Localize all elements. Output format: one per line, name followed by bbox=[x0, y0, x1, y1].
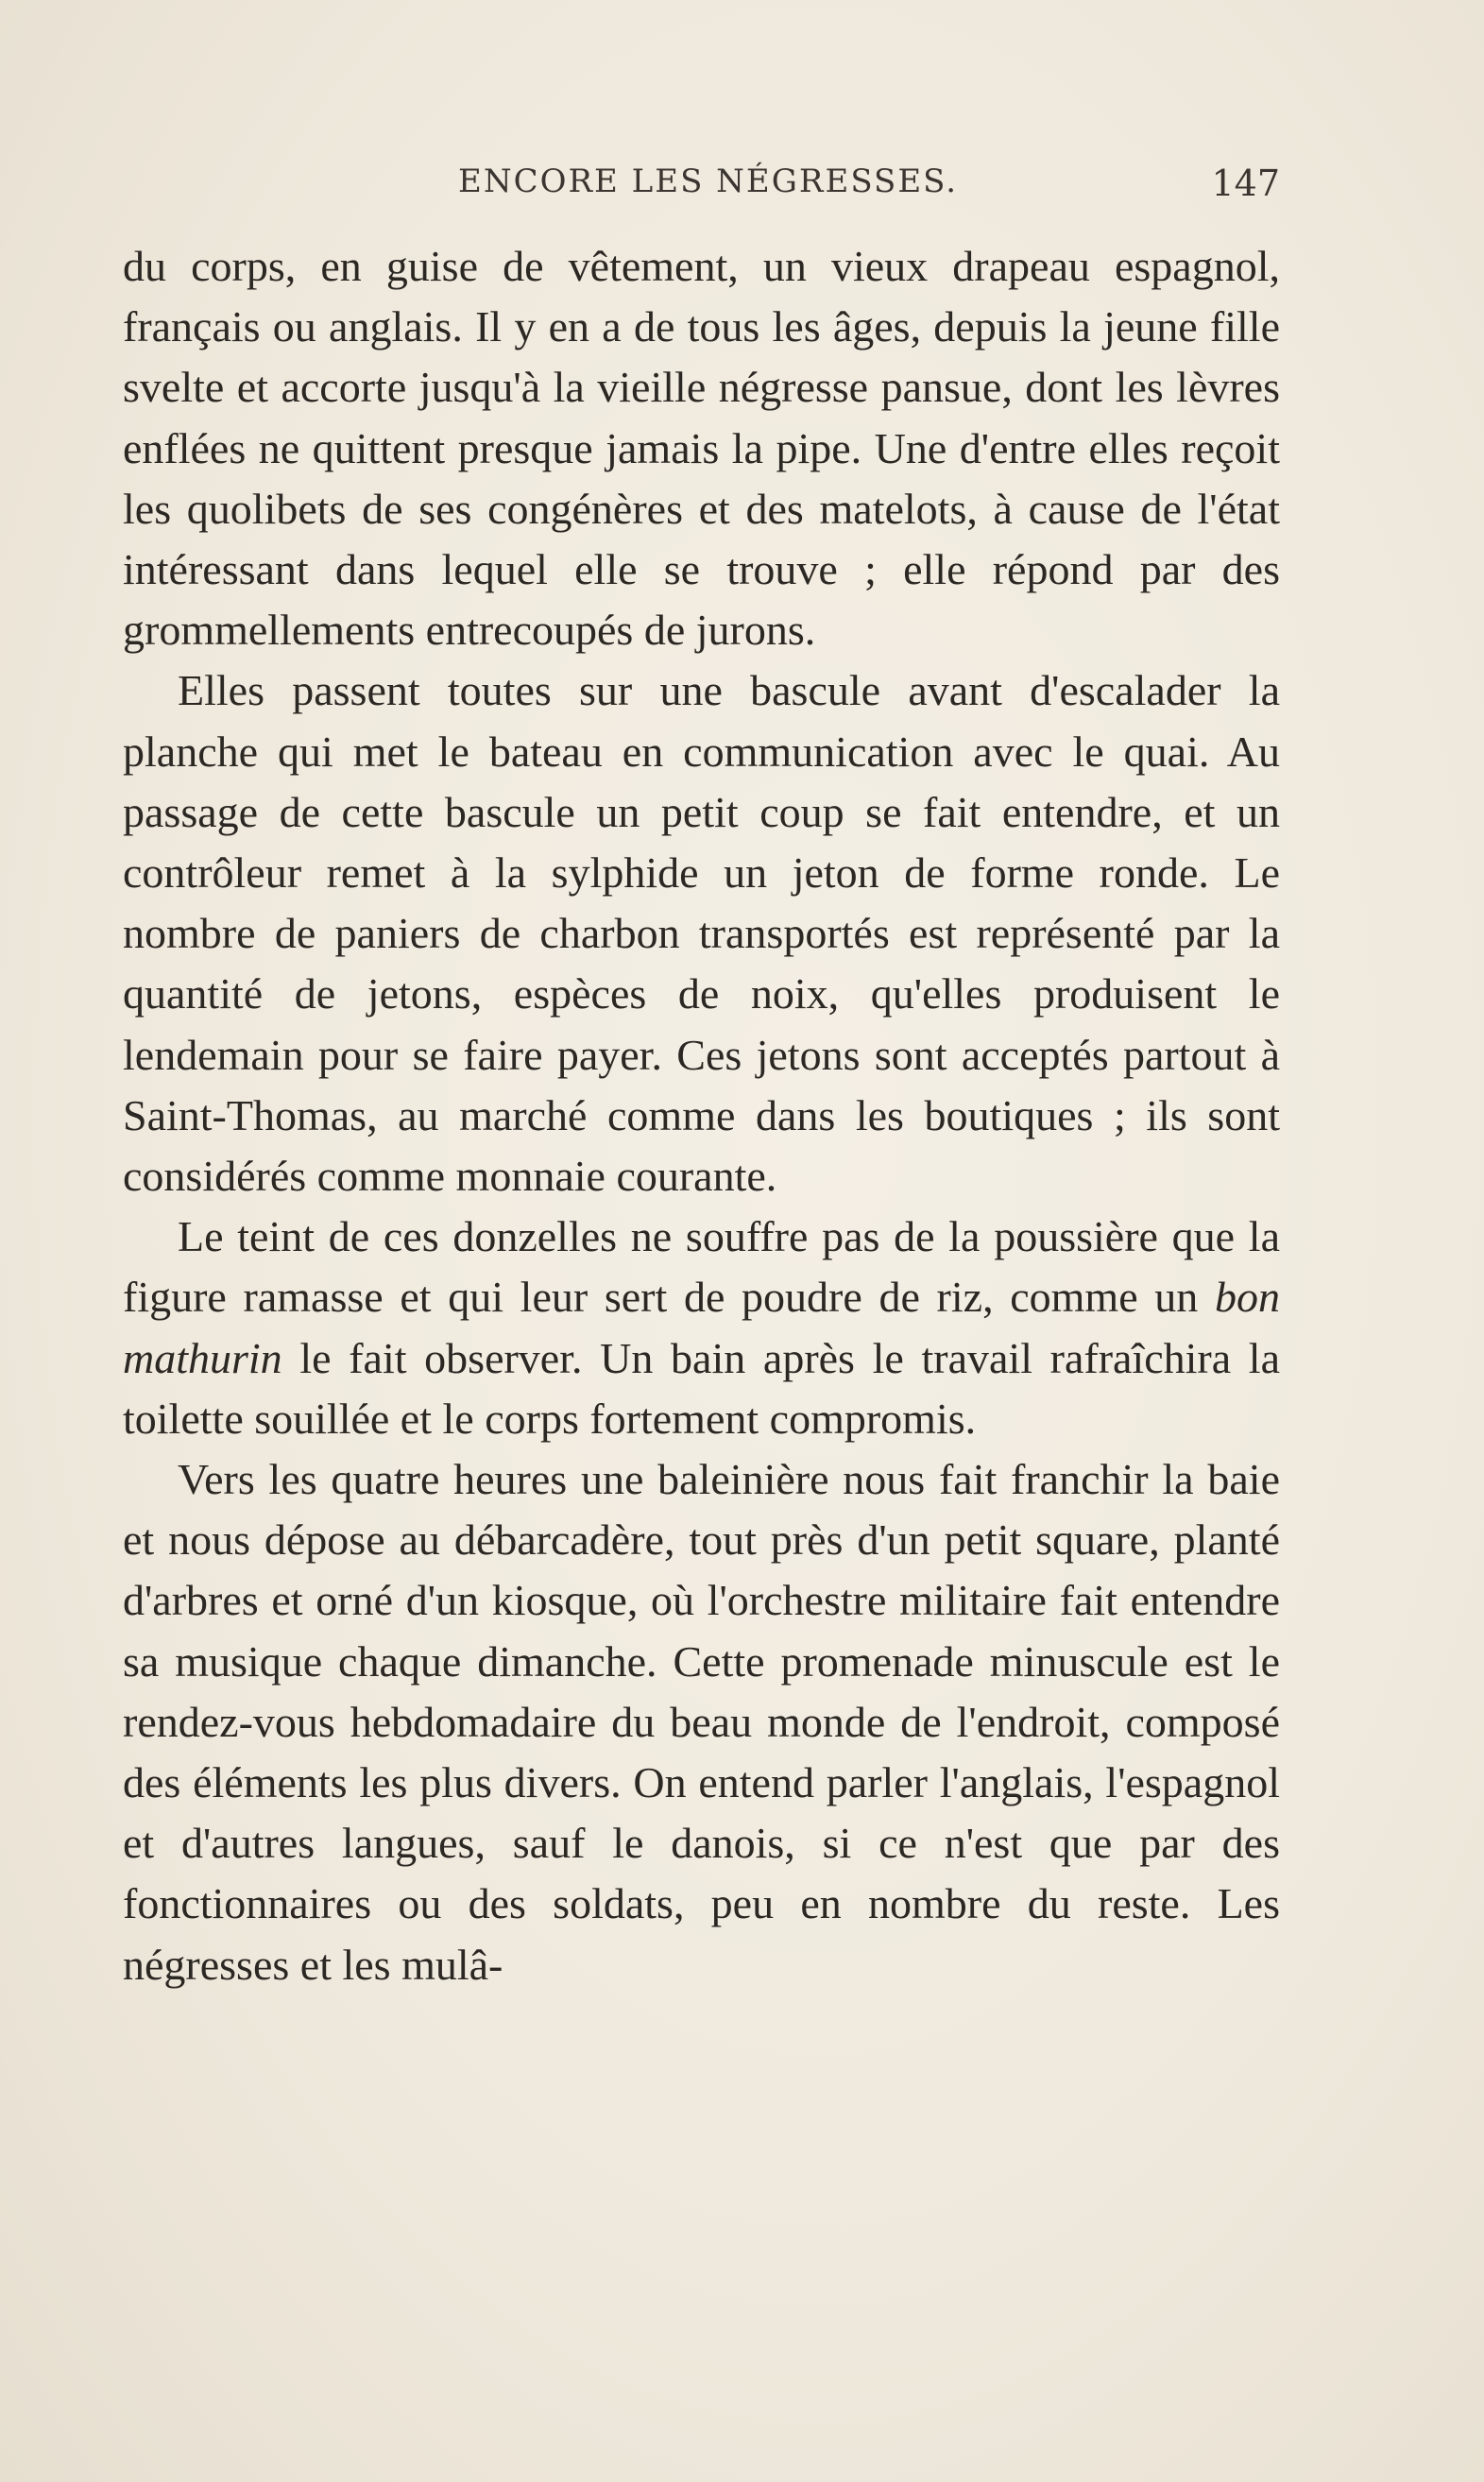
page-number: 147 bbox=[1211, 163, 1280, 204]
paragraph-2: Elles passent toutes sur une bascule avant d'escalader la planche qui met le bateau en communication avec le quai. Au passage de cette bascule un petit coup se fait entendre, et un contrôleur remet à la sylphide un jeton de forme ronde. Le nombre de paniers de charbon transportés est représenté par la quantité de jetons, espèces de noix, qu'elles produisent le lendemain pour se faire payer. Ces jetons sont acceptés partout à Saint-Thomas, au marché comme dans les boutiques ; ils sont considérés comme monnaie courante. bbox=[123, 666, 1280, 1201]
paragraph-3-italic-phrase: bon mathurin bbox=[123, 1273, 1280, 1382]
running-head bbox=[123, 163, 1280, 210]
paragraph-4: Vers les quatre heures une baleinière nous fait franchir la baie et nous dépose au débarcadère, tout près d'un petit square, planté d'arbres et orné d'un kiosque, où l'orchestre militaire fait entendre sa musique chaque dimanche. Cette promenade minuscule est le rendez-vous hebdomadaire du beau monde de l'endroit, composé des éléments les plus divers. On entend parler l'anglais, l'espagnol et d'autres langues, sauf le danois, si ce n'est que par des fonctionnaires ou des soldats, peu en nombre du reste. Les négresses et les mulâ- bbox=[123, 1455, 1280, 1989]
paragraph-3-text-end: le fait observer. Un bain après le travail rafraîchira la toilette souillée et le corps fortement compromis. bbox=[123, 1333, 1280, 1443]
paragraph-3 bbox=[123, 1207, 1280, 1449]
paragraph-3-text-start: Le teint de ces donzelles ne souffre pas de la poussière que la figure ramasse et qui leur sert de poudre de riz, comme un bbox=[123, 1212, 1280, 1322]
paragraph-1: du corps, en guise de vêtement, un vieux drapeau espagnol, français ou anglais. Il y en a de tous les âges, depuis la jeune fille svelte et accorte jusqu'à la vieille négresse pansue, dont les lèvres enflées ne quittent presque jamais la pipe. Une d'entre elles reçoit les quolibets de ses congénères et des matelots, à cause de l'état intéressant dans lequel elle se trouve ; elle répond par des grommellements entrecoupés de jurons. bbox=[123, 242, 1280, 655]
running-title: ENCORE LES NÉGRESSES. bbox=[458, 163, 959, 200]
body-text bbox=[123, 236, 1280, 1995]
